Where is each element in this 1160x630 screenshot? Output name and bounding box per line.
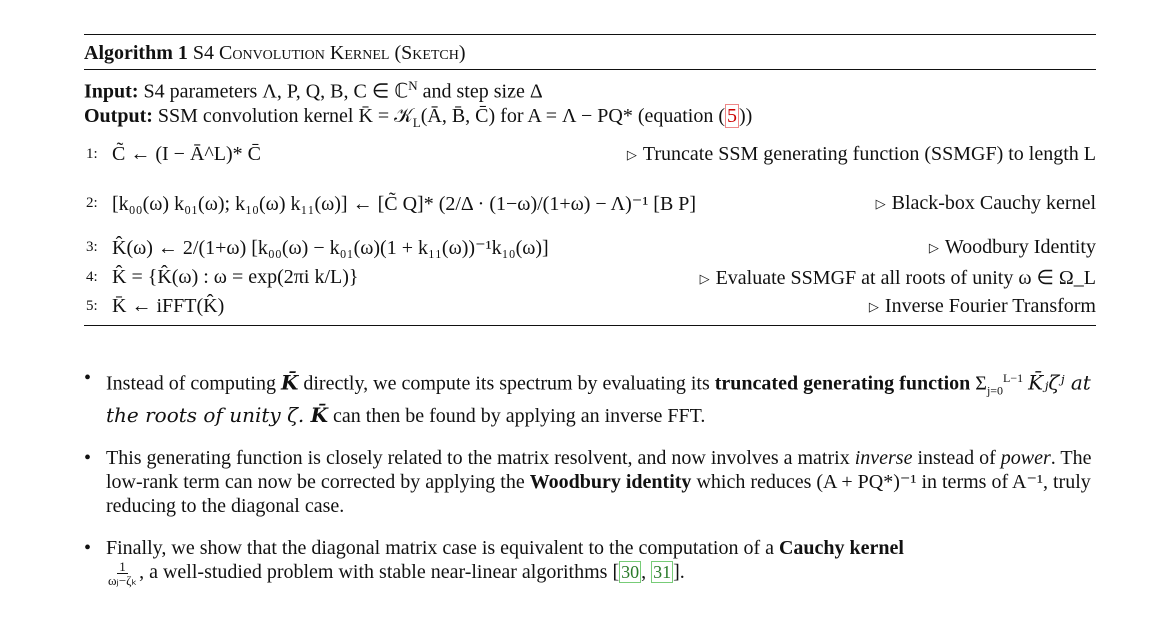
text: instead of xyxy=(912,446,1001,469)
algorithm-step xyxy=(84,175,1096,233)
citation-link[interactable]: 30 xyxy=(621,561,640,582)
triangle-icon: ▷ xyxy=(626,147,637,163)
output-text: SSM convolution kernel K̄ = 𝒦 xyxy=(157,104,413,127)
text: . The low-rank term can now be corrected by applying the xyxy=(106,446,1092,493)
step-comment-text: Inverse Fourier Transform xyxy=(884,295,1096,318)
algorithm-step xyxy=(84,135,1096,175)
italic-term: power xyxy=(1000,446,1051,469)
step-comment-text: Black-box Cauchy kernel xyxy=(891,192,1096,215)
step-number: 4: xyxy=(86,269,98,286)
text: This generating function is closely related to the matrix resolvent, and now involves a matrix xyxy=(106,446,855,469)
algorithm-step xyxy=(84,293,1096,321)
step-expression: C̃ ← (I − Ā^L)* C̄ xyxy=(112,143,261,166)
bullet-icon: • xyxy=(84,536,92,559)
step-comment xyxy=(627,143,1096,166)
step-expression: K̂ = {K̂(ω) : ω = exp(2πi k/L)} xyxy=(112,266,359,289)
math: Σ xyxy=(970,372,987,395)
bold-term: truncated generating function xyxy=(714,372,971,395)
input-tail: and step size Δ xyxy=(417,80,543,103)
step-expression: [k₀₀(ω) k₀₁(ω); k₁₀(ω) k₁₁(ω)] ← [C̃ Q]* (2/Δ · (1−ω)/(1+ω) − Λ)⁻¹ [B P] xyxy=(112,193,697,216)
italic-term: inverse xyxy=(854,446,913,469)
list-item xyxy=(84,366,1096,428)
algorithm-bottom-rule xyxy=(84,325,1096,326)
step-comment xyxy=(700,265,1096,290)
step-expression: K̂(ω) ← 2/(1+ω) [k₀₀(ω) − k₀₁(ω)(1 + k₁₁(ω))⁻¹k₁₀(ω)] xyxy=(112,237,549,260)
algorithm-title: S4 Convolution Kernel (Sketch) xyxy=(192,42,466,64)
fraction-numerator: 1 xyxy=(119,558,126,574)
text: ]. xyxy=(673,560,685,583)
list-item xyxy=(84,536,1096,587)
output-label: Output: xyxy=(84,104,153,127)
step-comment xyxy=(929,236,1096,259)
step-number: 2: xyxy=(86,195,98,212)
text: , a well-studied problem with stable near-linear algorithms [ xyxy=(139,560,620,583)
step-comment-text: Woodbury Identity xyxy=(944,236,1096,259)
citation-link[interactable]: 31 xyxy=(653,561,672,582)
text: can then be found by applying an inverse FFT. xyxy=(328,404,706,427)
text: which reduces (A + PQ*)⁻¹ in terms of A⁻¹, truly reducing to the diagonal case. xyxy=(106,470,1091,517)
bullet-icon: • xyxy=(84,367,92,389)
step-comment xyxy=(876,192,1096,215)
algorithm-output xyxy=(84,104,1096,135)
algorithm-step xyxy=(84,263,1096,293)
step-comment-text: Truncate SSM generating function (SSMGF) to length L xyxy=(642,143,1096,166)
step-number: 1: xyxy=(86,146,98,163)
step-comment-text: Evaluate SSMGF at all roots of unity ω ∈ Ω_L xyxy=(715,267,1096,290)
triangle-icon: ▷ xyxy=(875,196,886,212)
step-number: 3: xyxy=(86,239,98,256)
bold-term: Cauchy kernel xyxy=(778,536,904,559)
algorithm-label: Algorithm 1 xyxy=(84,42,188,64)
step-expression: K̄ ← iFFT(K̂) xyxy=(112,295,225,318)
math: K̄ xyxy=(310,402,329,427)
input-text: S4 parameters Λ, P, Q, B, C ∈ ℂ xyxy=(143,80,409,103)
output-tail: )) xyxy=(739,104,753,127)
list-item xyxy=(84,446,1096,518)
text: directly, we compute its spectrum by evaluating its xyxy=(298,372,715,395)
input-sup: N xyxy=(408,78,418,93)
algorithm-step xyxy=(84,233,1096,263)
step-comment xyxy=(869,295,1096,318)
output-mid: (Ā, B̄, C̄) for A = Λ − PQ* (equation ( xyxy=(420,104,726,127)
output-sub: L xyxy=(412,114,421,130)
math: K̄ⱼζʲ at the roots of unity ζ. xyxy=(106,370,1091,427)
equation-ref-link[interactable]: 5 xyxy=(727,104,738,127)
bullet-icon: • xyxy=(84,446,92,469)
algorithm-input xyxy=(84,74,1096,104)
algorithm-mid-rule xyxy=(84,69,1096,70)
algorithm-box xyxy=(84,34,1096,326)
bold-term: Woodbury identity xyxy=(529,470,692,493)
bullet-text: Instead of computing K̄ directly, we compute its spectrum by evaluating its truncated generating function $\Sigma_{j=0}^{L-1}$ K̄ⱼζʲ at the roots of unity ζ. K̄ can then be found by applying an inverse FFT. xyxy=(106,370,1091,427)
input-label: Input: xyxy=(84,80,139,103)
fraction xyxy=(108,560,137,587)
text: , xyxy=(641,560,652,583)
step-number: 5: xyxy=(86,298,98,315)
math: K̄ xyxy=(280,370,299,395)
text: Instead of computing xyxy=(106,372,281,395)
fraction-denominator: ωⱼ−ζₖ xyxy=(108,572,138,588)
algorithm-caption xyxy=(84,35,1096,69)
triangle-icon: ▷ xyxy=(928,240,939,256)
bullet-text xyxy=(106,446,1096,518)
bullet-text xyxy=(106,536,904,587)
triangle-icon: ▷ xyxy=(699,271,710,287)
triangle-icon: ▷ xyxy=(868,299,879,315)
text: Finally, we show that the diagonal matrix case is equivalent to the computation of a xyxy=(106,536,779,559)
bullet-list xyxy=(84,366,1096,605)
